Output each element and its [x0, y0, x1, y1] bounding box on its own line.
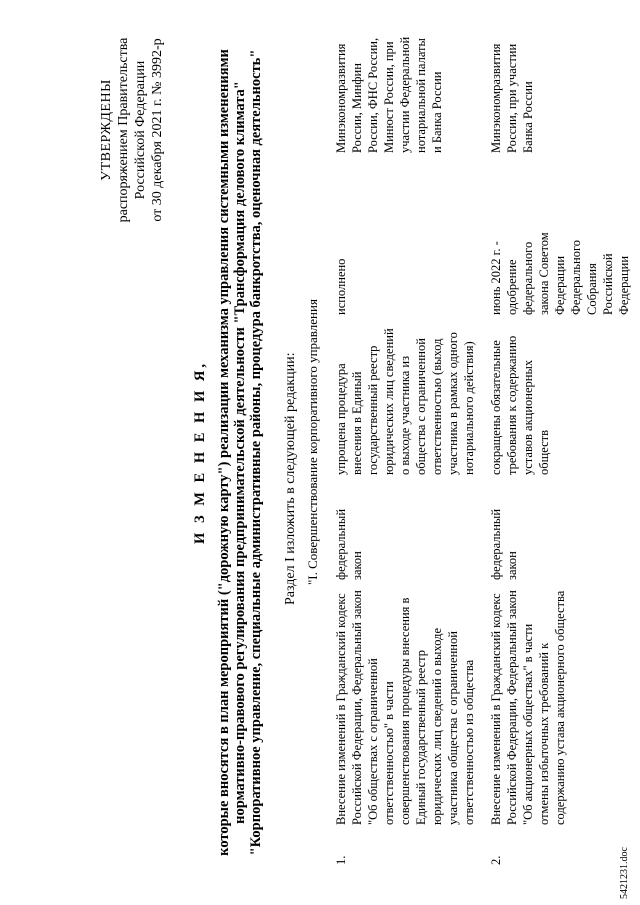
section-title: "I. Совершенствование корпоративного управления: [305, 299, 320, 585]
row-type: федеральный закон: [334, 508, 364, 580]
row-number: 1.: [334, 855, 348, 865]
row-deadline: июнь 2022 г. - одобрение федерального закона Советом Федерации Федерального Собрания Российской Федерации: [489, 232, 631, 315]
title-line: которые вносятся в план мероприятий ("дорожную карту") реализации механизма управления системными изменениями: [216, 49, 232, 856]
approval-line: распоряжением Правительства: [116, 37, 131, 223]
row-result: упрощена процедура внесения в Единый государственный реестр юридических лиц сведений о выходе участника из общества с ограниченной ответственностью (выход участника в рамках одного нотариального действия): [334, 328, 476, 475]
file-name-footer: 5421231.doc: [619, 847, 630, 899]
approval-stamp: [98, 10, 166, 250]
table-row: [333, 0, 476, 905]
title-line: "Корпоративное управление, специальные административные районы, процедура банкротства, оценочная деятельность": [248, 49, 264, 856]
document-title: [192, 0, 264, 905]
row-deadline: исполнено: [334, 258, 348, 315]
approval-heading: УТВЕРЖДЕНЫ: [99, 79, 114, 181]
row-number: 2.: [489, 855, 503, 865]
title-line: нормативно-правового регулирования предпринимательской деятельности "Трансформация делового климата": [232, 81, 248, 824]
title-main: И З М Е Н Е Н И Я,: [192, 361, 208, 544]
row-responsible: Минэкономразвития России, при участии Банка России: [489, 43, 535, 153]
approval-line: Российской Федерации: [133, 60, 148, 200]
row-action: Внесение изменений в Гражданский кодекс Российской Федерации, Федеральный закон "Об акционерных обществах" в части отмены избыточных требований к содержанию устава акционерного общества: [489, 590, 567, 825]
row-responsible: Минэкономразвития России, Минфин России, ФНС России, Минюст России, при участии Федеральной нотариальной палаты и Банка России: [334, 36, 444, 153]
approval-date: от 30 декабря 2021 г. № 3992-р: [150, 38, 165, 222]
row-result: сокращены обязательные требования к содержанию уставов акционерных обществ: [489, 335, 551, 475]
row-type: федеральный закон: [489, 508, 519, 580]
intro-text: Раздел I изложить в следующей редакции:: [283, 352, 298, 605]
row-action: Внесение изменений в Гражданский кодекс Российской Федерации, Федеральный закон "Об обществах с ограниченной ответственностью" в части совершенствования процедуры внесения в Единый государственный реестр юридических лиц сведений о выходе участника общества с ограниченной ответственностью из общества: [334, 590, 476, 825]
